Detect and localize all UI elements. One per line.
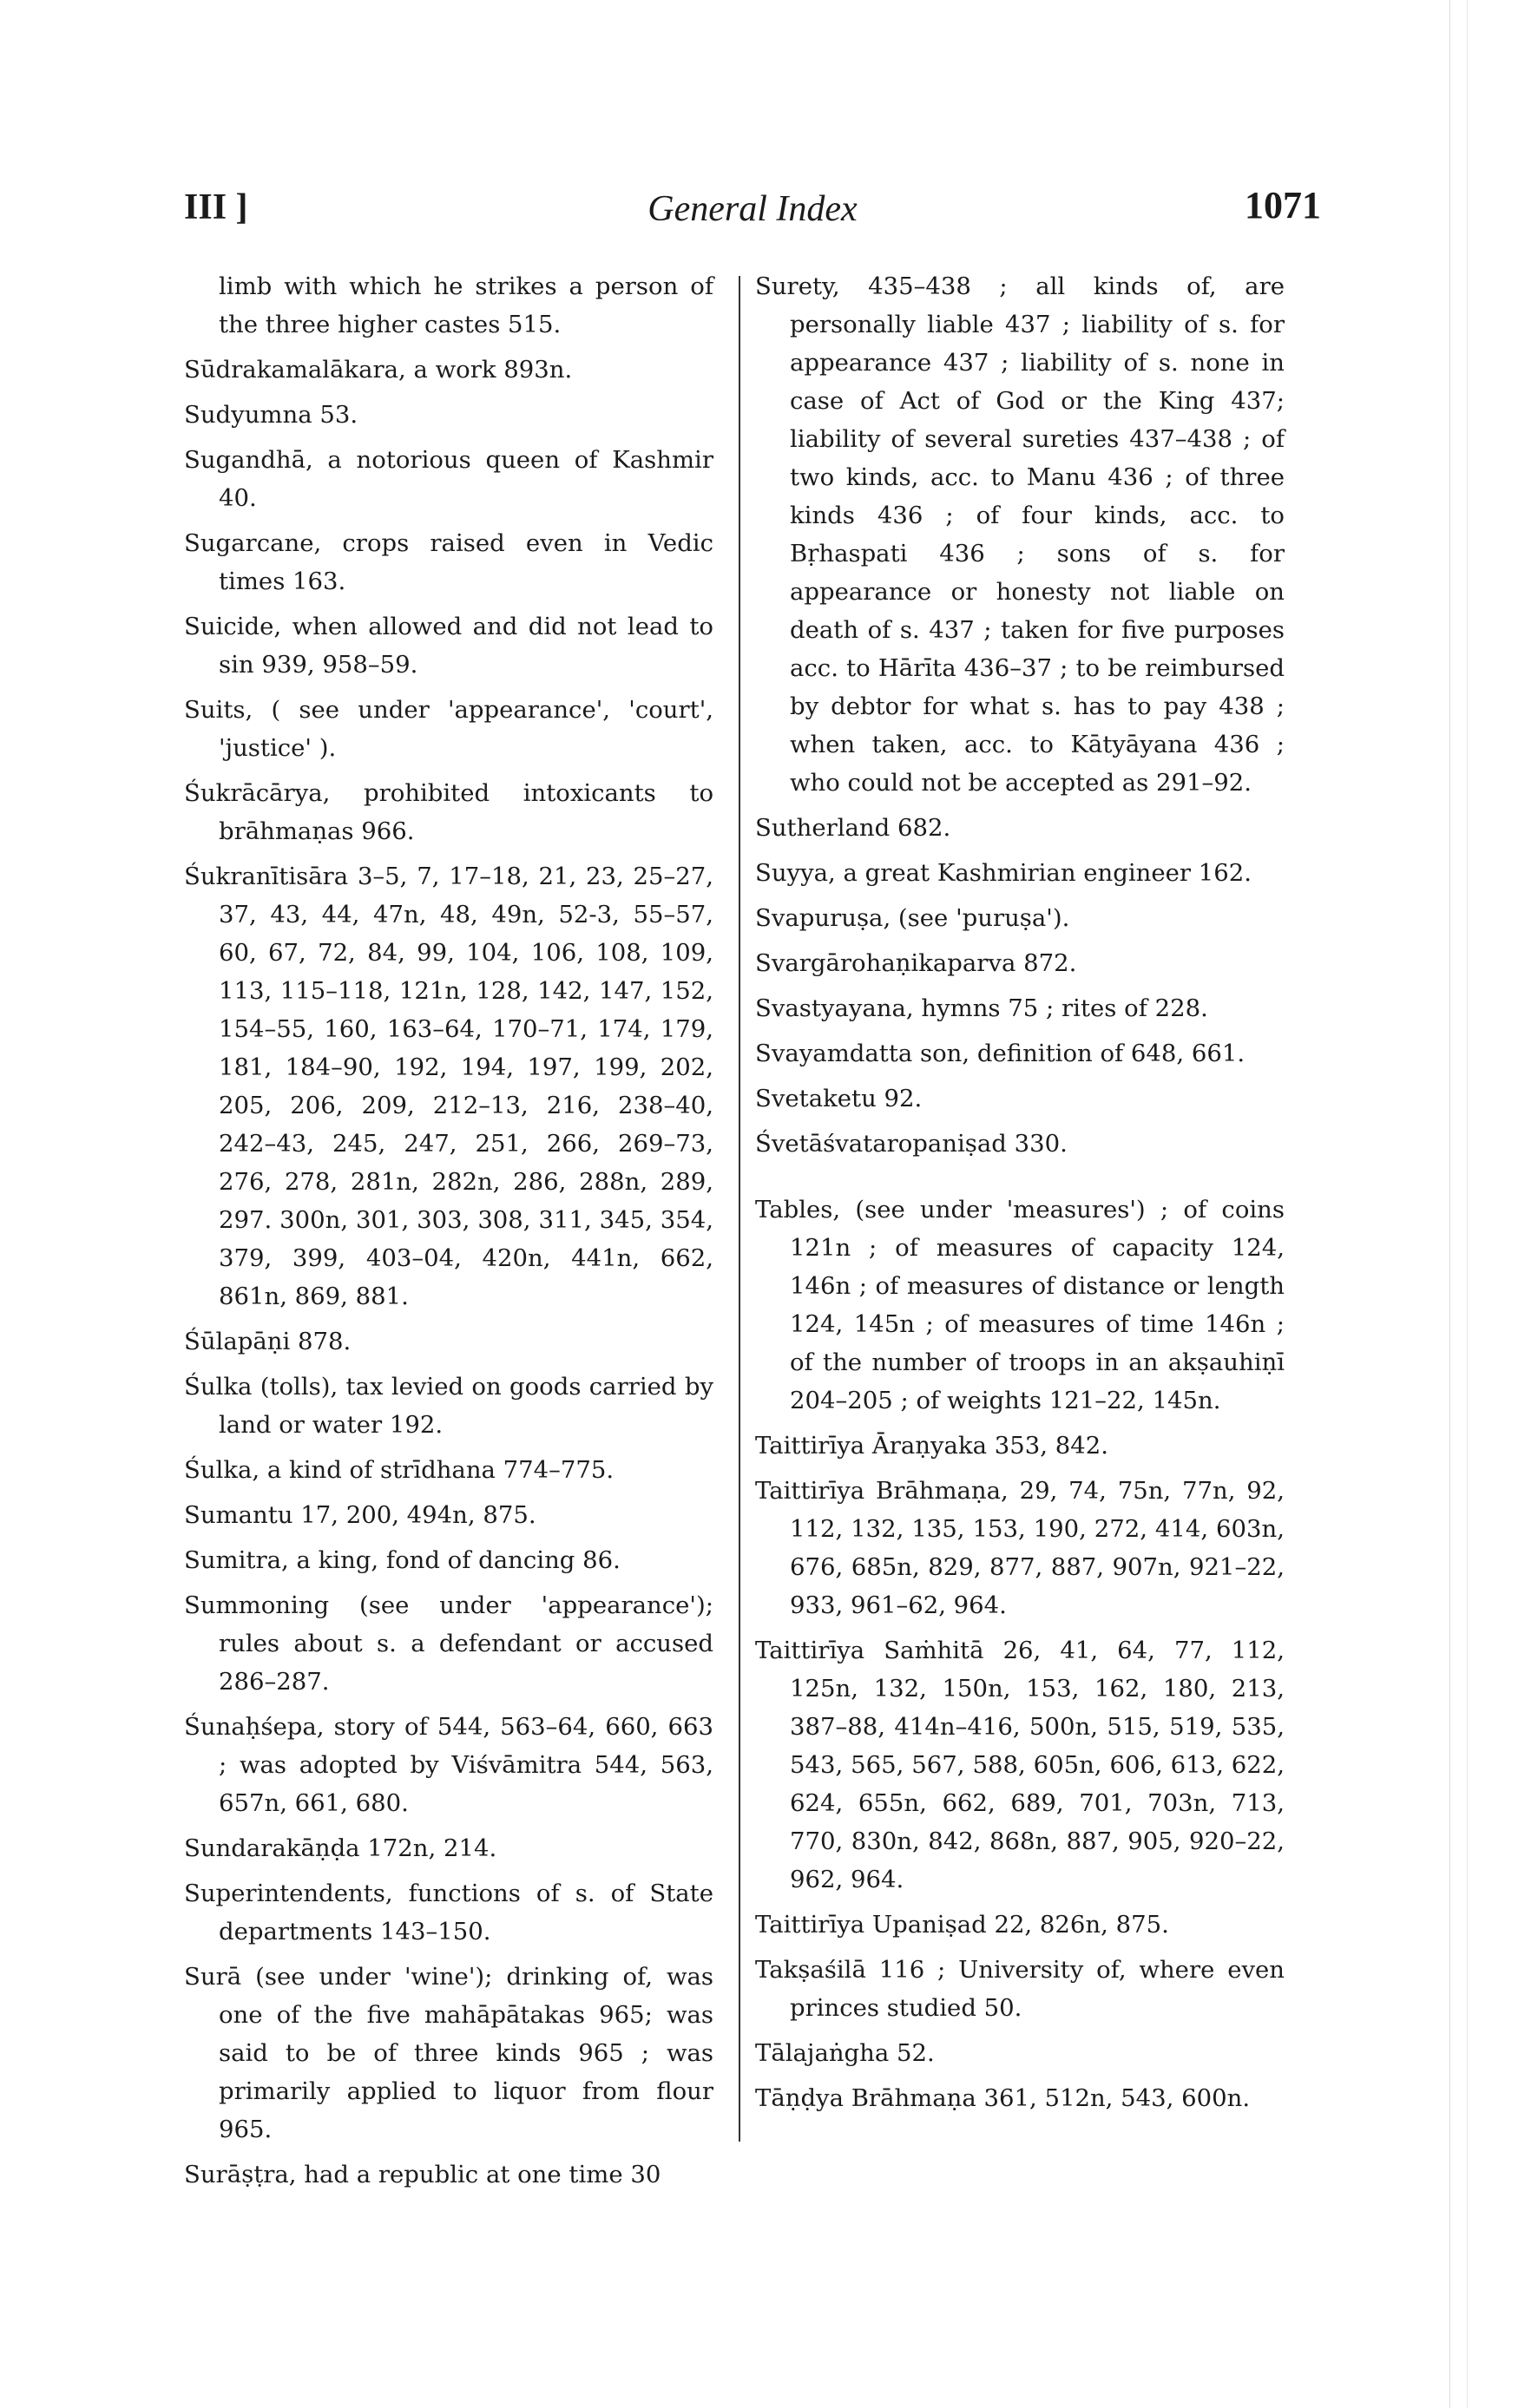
index-entry: Sumantu 17, 200, 494n, 875. (184, 1501, 536, 1529)
index-entry: Tāṇḍya Brāhmaṇa 361, 512n, 543, 600n. (755, 2084, 1251, 2112)
index-entry: Tālajaṅgha 52. (755, 2039, 935, 2067)
index-entry: Surety, 435–438 ; all kinds of, are personally liable 437 ; liability of s. for appearance 437 ; liability of s. none in case of Act of God or the King 437; liability of several sureties 437–438 ; of two kinds, acc. to Manu 436 ; of three kinds 436 ; of four kinds, acc. to Bṛhaspati 436 ; sons of s. for appearance or honesty not liable on death of s. 437 ; taken for five purposes acc. to Hārīta 436–37 ; to be reimbursed by debtor for what s. has to pay 438 ; when taken, acc. to Kātyāyana 436 ; who could not be accepted as 291–92. (755, 272, 1285, 797)
index-entry: Śukrācārya, prohibited intoxicants to brāhmaṇas 966. (184, 779, 713, 845)
index-entry: Svayamdatta son, definition of 648, 661. (755, 1040, 1246, 1067)
index-entry: Śvetāśvataropaniṣad 330. (755, 1130, 1068, 1158)
scan-edge-line (1467, 0, 1468, 2408)
index-entry: Sundarakāṇḍa 172n, 214. (184, 1834, 497, 1862)
index-entry: Svapuruṣa, (see 'puruṣa'). (755, 904, 1070, 932)
page-header (184, 178, 1321, 239)
page-number: 1071 (1245, 184, 1321, 226)
index-entry: Sūdrakamalākara, a work 893n. (184, 356, 573, 384)
index-entry: Tables, (see under 'measures') ; of coins 121n ; of measures of capacity 124, 146n ; of measures of distance or length 124, 145n ; of measures of time 146n ; of the number of troops in an akṣauhiṇī 204–205 ; of weights 121–22, 145n. (755, 1196, 1285, 1414)
index-entry: Sumitra, a king, fond of dancing 86. (184, 1546, 621, 1574)
column-divider (739, 276, 740, 2142)
index-entry: Taittirīya Āraṇyaka 353, 842. (755, 1432, 1108, 1460)
index-entry: Svetaketu 92. (755, 1085, 923, 1112)
index-entry: Superintendents, functions of s. of State departments 143–150. (184, 1880, 713, 1945)
volume-marker: III ] (184, 187, 248, 227)
index-entry: Surā (see under 'wine'); drinking of, was one of the five mahāpātakas 965; was said to be of three kinds 965 ; was primarily applied to liquor from flour 965. (184, 1963, 713, 2143)
right-column (755, 267, 1285, 2124)
index-entry: Summoning (see under 'appearance'); rules about s. a defendant or accused 286–287. (184, 1591, 713, 1696)
index-entry: Suyya, a great Kashmirian engineer 162. (755, 859, 1252, 887)
index-entry: Taittirīya Saṁhitā 26, 41, 64, 77, 112, 125n, 132, 150n, 153, 162, 180, 213, 387–88, 414n–416, 500n, 515, 519, 535, 543, 565, 567, 588, 605n, 606, 613, 622, 624, 655n, 662, 689, 701, 703n, 713, 770, 830n, 842, 868n, 887, 905, 920–22, 962, 964. (755, 1637, 1285, 1893)
index-entry: Suicide, when allowed and did not lead to sin 939, 958–59. (184, 613, 713, 679)
index-entry: Svargārohaṇikaparva 872. (755, 949, 1077, 977)
index-entry: limb with which he strikes a person of the three higher castes 515. (219, 272, 713, 338)
section-gap (755, 1170, 1285, 1191)
index-entry: Taittirīya Upaniṣad 22, 826n, 875. (755, 1911, 1169, 1939)
index-entry: Śukranītisāra 3–5, 7, 17–18, 21, 23, 25–27, 37, 43, 44, 47n, 48, 49n, 52-3, 55–57, 60, 67, 72, 84, 99, 104, 106, 108, 109, 113, 115–118, 121n, 128, 142, 147, 152, 154–55, 160, 163–64, 170–71, 174, 179, 181, 184–90, 192, 194, 197, 199, 202, 205, 206, 209, 212–13, 216, 238–40, 242–43, 245, 247, 251, 266, 269–73, 276, 278, 281n, 282n, 286, 288n, 289, 297. 300n, 301, 303, 308, 311, 345, 354, 379, 399, 403–04, 420n, 441n, 662, 861n, 869, 881. (184, 863, 713, 1310)
index-entry: Sutherland 682. (755, 814, 951, 842)
index-entry: Takṣaśilā 116 ; University of, where even princes studied 50. (755, 1956, 1285, 2022)
index-entry: Śūlapāṇi 878. (184, 1328, 352, 1355)
index-entry: Śulka, a kind of strīdhana 774–775. (184, 1456, 615, 1484)
index-entry: Śunaḥśepa, story of 544, 563–64, 660, 663 ; was adopted by Viśvāmitra 544, 563, 657n, 661, 680. (184, 1713, 713, 1817)
index-entry: Suits, ( see under 'appearance', 'court', 'justice' ). (184, 696, 713, 762)
index-entry: Sugarcane, crops raised even in Vedic times 163. (184, 529, 713, 595)
index-entry: Taittirīya Brāhmaṇa, 29, 74, 75n, 77n, 92, 112, 132, 135, 153, 190, 272, 414, 603n, 676, 685n, 829, 877, 887, 907n, 921–22, 933, 961–62, 964. (755, 1477, 1285, 1619)
index-entry: Svastyayana, hymns 75 ; rites of 228. (755, 994, 1208, 1022)
index-entry: Sugandhā, a notorious queen of Kashmir 40. (184, 446, 713, 512)
index-entry: Śulka (tolls), tax levied on goods carried by land or water 192. (184, 1373, 713, 1439)
index-entry: Sudyumna 53. (184, 401, 358, 429)
index-entry: Surāṣṭra, had a republic at one time 30 (184, 2161, 661, 2188)
scan-edge-line (1449, 0, 1450, 2408)
left-column (184, 267, 713, 2201)
running-title: General Index (647, 189, 858, 229)
